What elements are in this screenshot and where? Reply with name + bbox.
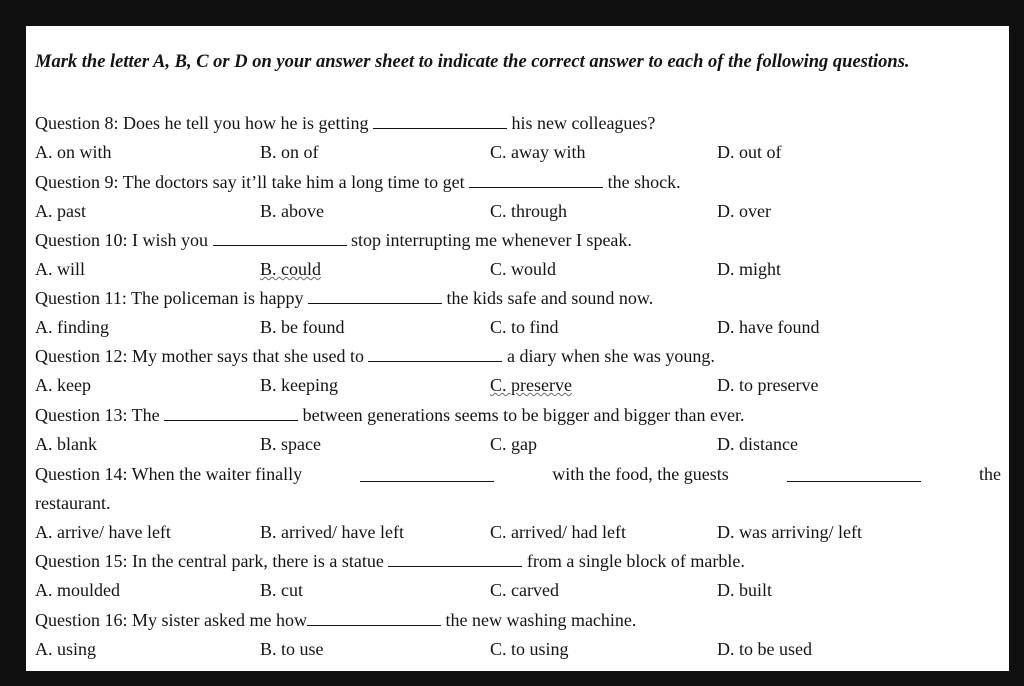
q12-option-a: A. keep xyxy=(35,375,91,395)
q16-option-d: D. to be used xyxy=(717,639,812,659)
question-10: Question 10: I wish you stop interrupting me whenever I speak. xyxy=(35,230,632,250)
answer-blank xyxy=(469,173,603,188)
question-11: Question 11: The policeman is happy the kids safe and sound now. xyxy=(35,288,654,308)
q10-option-d: D. might xyxy=(717,259,782,279)
q13-option-a: A. blank xyxy=(35,434,97,454)
q14-option-a: A. arrive/ have left xyxy=(35,522,171,542)
q16-option-a: A. using xyxy=(35,639,97,659)
q11-option-d: D. have found xyxy=(717,317,820,337)
q12-option-d: D. to preserve xyxy=(717,375,819,395)
question-14: Question 14: When the waiter finally with the food, the guests the xyxy=(35,464,1001,484)
q16-option-c: C. to using xyxy=(490,639,569,659)
q11-option-b: B. be found xyxy=(260,317,345,337)
answer-blank xyxy=(164,406,298,421)
answer-blank xyxy=(307,611,441,626)
q13-option-b: B. space xyxy=(260,434,321,454)
q8-option-c: C. away with xyxy=(490,142,586,162)
q14-option-d: D. was arriving/ left xyxy=(717,522,862,542)
answer-blank xyxy=(213,231,347,246)
instructions: Mark the letter A, B, C or D on your answer sheet to indicate the correct answer to each of the following questions. xyxy=(35,52,910,72)
answer-blank xyxy=(368,347,502,362)
q9-option-a: A. past xyxy=(35,201,86,221)
q11-option-a: A. finding xyxy=(35,317,109,337)
question-9: Question 9: The doctors say it’ll take him a long time to get the shock. xyxy=(35,172,681,192)
q12-option-b: B. keeping xyxy=(260,375,338,395)
worksheet-page xyxy=(26,26,1009,671)
q10-option-c: C. would xyxy=(490,259,557,279)
q14-option-b: B. arrived/ have left xyxy=(260,522,404,542)
q9-option-b: B. above xyxy=(260,201,324,221)
q15-option-d: D. built xyxy=(717,580,773,600)
answer-blank xyxy=(388,552,522,567)
q13-option-c: C. gap xyxy=(490,434,537,454)
q12-option-c: C. preserve xyxy=(490,375,572,395)
q15-option-c: C. carved xyxy=(490,580,559,600)
q9-option-d: D. over xyxy=(717,201,771,221)
question-15: Question 15: In the central park, there is a statue from a single block of marble. xyxy=(35,551,745,571)
question-8: Question 8: Does he tell you how he is getting his new colleagues? xyxy=(35,113,656,133)
answer-blank xyxy=(308,289,442,304)
q8-option-d: D. out of xyxy=(717,142,782,162)
q11-option-c: C. to find xyxy=(490,317,559,337)
q16-option-b: B. to use xyxy=(260,639,324,659)
q15-option-a: A. moulded xyxy=(35,580,120,600)
question-12: Question 12: My mother says that she used to a diary when she was young. xyxy=(35,346,715,366)
question-13: Question 13: The between generations seems to be bigger and bigger than ever. xyxy=(35,405,745,425)
q13-option-d: D. distance xyxy=(717,434,798,454)
answer-blank-2 xyxy=(787,467,921,482)
q14-option-c: C. arrived/ had left xyxy=(490,522,626,542)
q8-option-b: B. on of xyxy=(260,142,319,162)
q10-option-a: A. will xyxy=(35,259,86,279)
answer-blank-1 xyxy=(360,467,494,482)
q15-option-b: B. cut xyxy=(260,580,303,600)
q8-option-a: A. on with xyxy=(35,142,112,162)
question-16: Question 16: My sister asked me how the new washing machine. xyxy=(35,610,637,630)
q10-option-b: B. could xyxy=(260,259,321,279)
question-14-continuation: restaurant. xyxy=(35,493,111,513)
q9-option-c: C. through xyxy=(490,201,568,221)
answer-blank xyxy=(373,114,507,129)
